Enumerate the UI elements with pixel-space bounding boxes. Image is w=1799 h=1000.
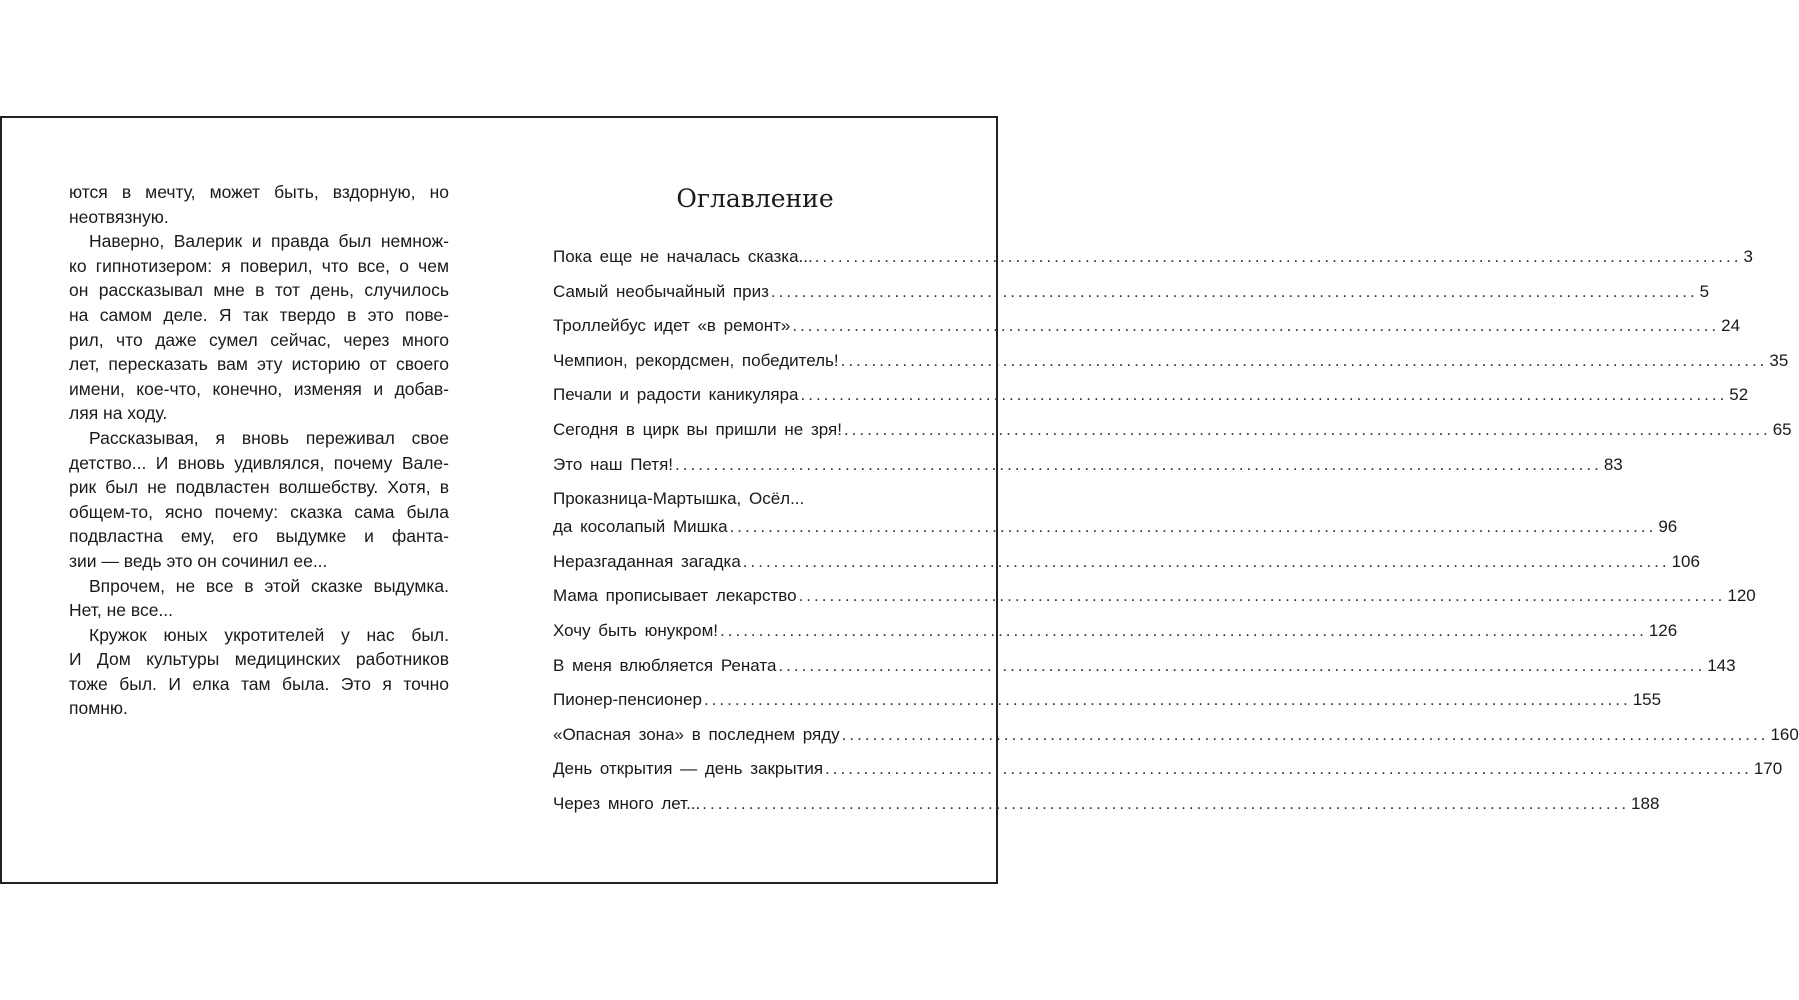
text-line: общем-то, ясно почему: сказка сама была [69,501,449,522]
toc-entry[interactable] [553,683,1662,718]
toc-leader-dots: ........................................................................................................................ [792,316,1720,336]
toc-entry[interactable] [553,240,1753,275]
toc-page-number: 155 [1632,690,1662,710]
toc-page-number: 35 [1769,350,1789,370]
text-line: на самом деле. Я так твердо в это пове- [69,304,449,325]
toc-leader-dots: ........................................................................................................................ [800,385,1728,405]
toc-entry[interactable] [553,413,1792,448]
toc-entry-title: да косолапый Мишка [553,517,728,537]
toc-entry-title-line: Проказница-Мартышка, Осёл... [553,489,805,509]
text-line: неотвязную. [69,206,169,227]
toc-entry[interactable] [553,378,1749,413]
toc-entry-title: Это наш Петя! [553,454,674,474]
text-line: тоже был. И елка там была. Это я точно [69,673,449,694]
toc-page-number: 3 [1743,247,1753,266]
toc-entry-title: Через много лет... [553,793,701,813]
toc-leader-dots: ........................................................................................................................ [702,793,1630,813]
text-line: ляя на ходу. [69,403,168,424]
toc-page-number: 5 [1699,281,1710,301]
toc-page-number: 126 [1648,620,1678,640]
toc-page-number: 106 [1671,551,1700,571]
table-of-contents [553,240,1799,822]
toc-entry-title: Печали и радости каникуляра [553,385,799,405]
text-line: рил, что даже сумел сейчас, через много [69,329,449,350]
toc-entry[interactable] [553,344,1789,379]
toc-leader-dots: ........................................................................................................................ [843,419,1771,439]
toc-entry-title: Пионер-пенсионер [553,690,702,710]
toc-page-number: 96 [1658,517,1678,537]
toc-leader-dots: ........................................................................................................................ [814,247,1742,266]
text-line: рик был не подвластен волшебству. Хотя, в [69,477,449,498]
toc-entry-title: Сегодня в цирк вы пришли не зря! [553,419,842,439]
text-line: помню. [69,698,128,719]
toc-page-number: 83 [1603,454,1623,474]
text-line: Наверно, Валерик и правда был немнож- [89,231,449,252]
toc-page-number: 188 [1631,793,1660,813]
toc-leader-dots: ........................................................................................................................ [841,724,1769,744]
text-line: Впрочем, не все в этой сказке выдумка. [89,575,449,596]
toc-entry[interactable] [553,787,1660,822]
toc-leader-dots: ........................................................................................................................ [703,690,1631,710]
toc-entry-title: Самый необычайный приз [553,281,769,301]
toc-page-number: 143 [1707,655,1736,675]
toc-entry-title: День открытия — день закрытия [553,759,824,779]
toc-page-number: 52 [1729,385,1749,405]
toc-leader-dots: ........................................................................................................................ [729,517,1657,537]
toc-entry-title: Чемпион, рекордсмен, победитель! [553,350,839,370]
toc-entry[interactable] [553,275,1710,310]
toc-entry[interactable] [553,614,1678,649]
text-line: Кружок юных укротителей у нас был. [89,624,449,645]
toc-page-number: 120 [1727,586,1756,606]
toc-entry-title: В меня влюбляется Рената [553,655,777,675]
text-line: подвластна ему, его выдумке и фанта- [69,526,449,547]
toc-entry-title: Хочу быть юнукром! [553,620,719,640]
toc-entry-title: «Опасная зона» в последнем ряду [553,724,840,744]
text-line: детство... И вновь удивлялся, почему Вале- [69,452,449,473]
toc-entry[interactable] [553,649,1736,684]
toc-heading: Оглавление [676,184,834,213]
toc-leader-dots: ........................................................................................................................ [742,551,1670,571]
text-line: Нет, не все... [69,600,174,621]
toc-entry[interactable] [553,545,1700,580]
toc-entry-title: Неразгаданная загадка [553,551,741,571]
text-line: И Дом культуры медицинских работников [69,649,449,670]
text-line: ко гипнотизером: я поверил, что все, о чем [69,255,449,276]
toc-entry[interactable] [553,309,1741,344]
toc-entry[interactable] [553,718,1799,753]
toc-page-number: 65 [1772,419,1792,439]
toc-entry-title: Мама прописывает лекарство [553,586,797,606]
toc-leader-dots: ........................................................................................................................ [770,281,1698,301]
toc-entry-title: Троллейбус идет «в ремонт» [553,316,791,336]
text-line: лет, пересказать вам эту историю от своего [69,354,449,375]
text-line: имени, кое-что, конечно, изменяя и добав- [69,378,449,399]
toc-page-number: 160 [1770,724,1799,744]
toc-entry[interactable] [553,752,1783,787]
toc-leader-dots: ........................................................................................................................ [798,586,1726,606]
text-line: зии — ведь это он сочинил ее... [69,550,328,571]
toc-entry[interactable] [553,482,1678,545]
left-page-text [69,180,449,721]
toc-entry[interactable] [553,448,1623,483]
toc-page-number: 24 [1721,316,1741,336]
toc-leader-dots: ........................................................................................................................ [720,620,1647,640]
toc-entry[interactable] [553,579,1756,614]
toc-leader-dots: ........................................................................................................................ [825,759,1752,779]
toc-leader-dots: ........................................................................................................................ [675,454,1602,474]
text-line: ются в мечту, может быть, вздорную, но [69,182,449,202]
toc-page-number: 170 [1753,759,1783,779]
text-line: Рассказывая, я вновь переживал свое [89,427,449,448]
toc-entry-title: Пока еще не началась сказка... [553,247,813,266]
toc-leader-dots: ........................................................................................................................ [778,655,1706,675]
toc-leader-dots: ........................................................................................................................ [840,350,1768,370]
text-line: он рассказывал мне в тот день, случилось [69,280,449,301]
